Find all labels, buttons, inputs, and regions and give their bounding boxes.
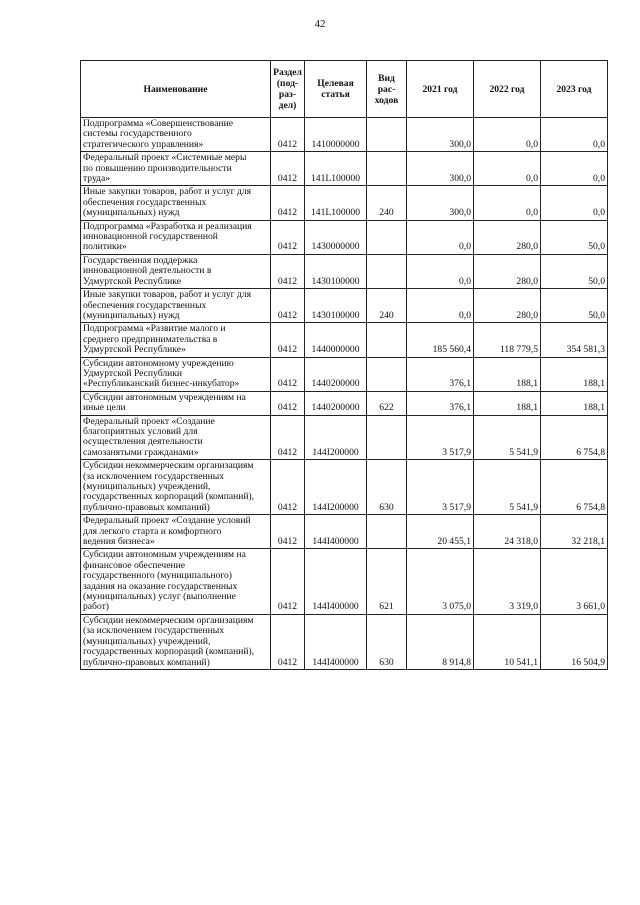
cell-2021: 8 914,8 <box>407 614 474 669</box>
cell-section: 0412 <box>271 357 305 391</box>
table-row <box>81 289 608 323</box>
cell-2021: 0,0 <box>407 220 474 254</box>
cell-2023: 3 661,0 <box>541 549 608 614</box>
cell-2023: 50,0 <box>541 220 608 254</box>
cell-section: 0412 <box>271 152 305 186</box>
cell-section: 0412 <box>271 118 305 152</box>
cell-2023: 0,0 <box>541 118 608 152</box>
cell-section: 0412 <box>271 614 305 669</box>
cell-type <box>367 323 407 357</box>
cell-name: Субсидии некоммерческим организациям (за исключением государственных (муниципальных) учреждений, государственных корпораций (компаний), публично-правовых компаний) <box>81 614 271 669</box>
cell-section: 0412 <box>271 289 305 323</box>
cell-target: 141L100000 <box>305 186 367 220</box>
cell-type: 240 <box>367 186 407 220</box>
cell-type: 630 <box>367 460 407 515</box>
cell-2021: 3 517,9 <box>407 460 474 515</box>
table-row <box>81 186 608 220</box>
cell-section: 0412 <box>271 186 305 220</box>
table-row <box>81 323 608 357</box>
table-row <box>81 152 608 186</box>
cell-2022: 0,0 <box>474 186 541 220</box>
cell-2022: 280,0 <box>474 254 541 288</box>
cell-name: Федеральный проект «Создание благоприятных условий для осуществления деятельности самозанятыми гражданами» <box>81 415 271 460</box>
cell-2023: 50,0 <box>541 254 608 288</box>
cell-target: 144I400000 <box>305 515 367 549</box>
cell-section: 0412 <box>271 549 305 614</box>
cell-2023: 6 754,8 <box>541 460 608 515</box>
cell-name: Федеральный проект «Создание условий для легкого старта и комфортного ведения бизнеса» <box>81 515 271 549</box>
cell-name: Субсидии автономному учреждению Удмуртской Республики «Республиканский бизнес-инкубатор» <box>81 357 271 391</box>
cell-target: 144I400000 <box>305 614 367 669</box>
cell-target: 144I200000 <box>305 415 367 460</box>
cell-type <box>367 357 407 391</box>
cell-2022: 118 779,5 <box>474 323 541 357</box>
cell-type: 621 <box>367 549 407 614</box>
cell-2022: 10 541,1 <box>474 614 541 669</box>
table-row <box>81 118 608 152</box>
table-row <box>81 549 608 614</box>
cell-section: 0412 <box>271 515 305 549</box>
cell-2023: 0,0 <box>541 186 608 220</box>
cell-name: Подпрограмма «Разработка и реализация инновационной государственной политики» <box>81 220 271 254</box>
table-row <box>81 515 608 549</box>
cell-type: 630 <box>367 614 407 669</box>
cell-2022: 3 319,0 <box>474 549 541 614</box>
cell-2022: 24 318,0 <box>474 515 541 549</box>
table-row <box>81 357 608 391</box>
cell-section: 0412 <box>271 254 305 288</box>
budget-table <box>80 60 608 670</box>
cell-2021: 0,0 <box>407 254 474 288</box>
cell-2023: 188,1 <box>541 391 608 415</box>
cell-2022: 280,0 <box>474 220 541 254</box>
table-row <box>81 415 608 460</box>
cell-2023: 188,1 <box>541 357 608 391</box>
cell-2021: 3 075,0 <box>407 549 474 614</box>
cell-2021: 300,0 <box>407 152 474 186</box>
cell-name: Федеральный проект «Системные меры по повышению производительности труда» <box>81 152 271 186</box>
cell-name: Подпрограмма «Совершенствование системы государственного стратегического управления» <box>81 118 271 152</box>
cell-2023: 50,0 <box>541 289 608 323</box>
cell-2022: 0,0 <box>474 118 541 152</box>
cell-section: 0412 <box>271 323 305 357</box>
cell-2023: 0,0 <box>541 152 608 186</box>
table-row <box>81 220 608 254</box>
table-header-row <box>81 61 608 118</box>
cell-name: Иные закупки товаров, работ и услуг для обеспечения государственных (муниципальных) нужд <box>81 289 271 323</box>
cell-section: 0412 <box>271 391 305 415</box>
header-2021: 2021 год <box>407 61 474 118</box>
cell-target: 144I200000 <box>305 460 367 515</box>
cell-type <box>367 220 407 254</box>
cell-name: Субсидии некоммерческим организациям (за исключением государственных (муниципальных) учреждений, государственных корпораций (компаний), публично-правовых компаний) <box>81 460 271 515</box>
cell-2022: 5 541,9 <box>474 460 541 515</box>
cell-type <box>367 152 407 186</box>
cell-type: 622 <box>367 391 407 415</box>
cell-2022: 188,1 <box>474 391 541 415</box>
table-row <box>81 614 608 669</box>
cell-2023: 6 754,8 <box>541 415 608 460</box>
cell-target: 1430100000 <box>305 254 367 288</box>
cell-2022: 5 541,9 <box>474 415 541 460</box>
cell-2023: 32 218,1 <box>541 515 608 549</box>
table-row <box>81 254 608 288</box>
cell-2022: 280,0 <box>474 289 541 323</box>
header-2022: 2022 год <box>474 61 541 118</box>
cell-2022: 188,1 <box>474 357 541 391</box>
header-section: Раздел (под- раз- дел) <box>271 61 305 118</box>
cell-target: 141L100000 <box>305 152 367 186</box>
cell-section: 0412 <box>271 220 305 254</box>
cell-name: Подпрограмма «Развитие малого и среднего предпринимательства в Удмуртской Республике» <box>81 323 271 357</box>
cell-2021: 3 517,9 <box>407 415 474 460</box>
cell-type <box>367 254 407 288</box>
cell-2021: 20 455,1 <box>407 515 474 549</box>
cell-target: 1430000000 <box>305 220 367 254</box>
cell-2023: 16 504,9 <box>541 614 608 669</box>
cell-section: 0412 <box>271 415 305 460</box>
cell-name: Субсидии автономным учреждениям на финансовое обеспечение государственного (муниципального) задания на оказание государственных (муниципальных) услуг (выполнение работ) <box>81 549 271 614</box>
cell-target: 1440200000 <box>305 357 367 391</box>
cell-section: 0412 <box>271 460 305 515</box>
header-type: Вид рас- ходов <box>367 61 407 118</box>
cell-name: Иные закупки товаров, работ и услуг для обеспечения государственных (муниципальных) нужд <box>81 186 271 220</box>
cell-target: 1440000000 <box>305 323 367 357</box>
table-body <box>81 118 608 670</box>
cell-type: 240 <box>367 289 407 323</box>
cell-2021: 0,0 <box>407 289 474 323</box>
cell-target: 1440200000 <box>305 391 367 415</box>
cell-2021: 376,1 <box>407 391 474 415</box>
cell-type <box>367 118 407 152</box>
cell-2021: 300,0 <box>407 186 474 220</box>
cell-name: Государственная поддержка инновационной деятельности в Удмуртской Республике <box>81 254 271 288</box>
cell-name: Субсидии автономным учреждениям на иные цели <box>81 391 271 415</box>
cell-2021: 376,1 <box>407 357 474 391</box>
cell-type <box>367 515 407 549</box>
header-target: Целевая статья <box>305 61 367 118</box>
table-row <box>81 460 608 515</box>
cell-target: 144I400000 <box>305 549 367 614</box>
cell-target: 1430100000 <box>305 289 367 323</box>
header-name: Наименование <box>81 61 271 118</box>
cell-type <box>367 415 407 460</box>
header-2023: 2023 год <box>541 61 608 118</box>
cell-2023: 354 581,3 <box>541 323 608 357</box>
cell-2022: 0,0 <box>474 152 541 186</box>
cell-2021: 185 560,4 <box>407 323 474 357</box>
table-row <box>81 391 608 415</box>
page-number: 42 <box>314 18 326 30</box>
cell-2021: 300,0 <box>407 118 474 152</box>
cell-target: 1410000000 <box>305 118 367 152</box>
